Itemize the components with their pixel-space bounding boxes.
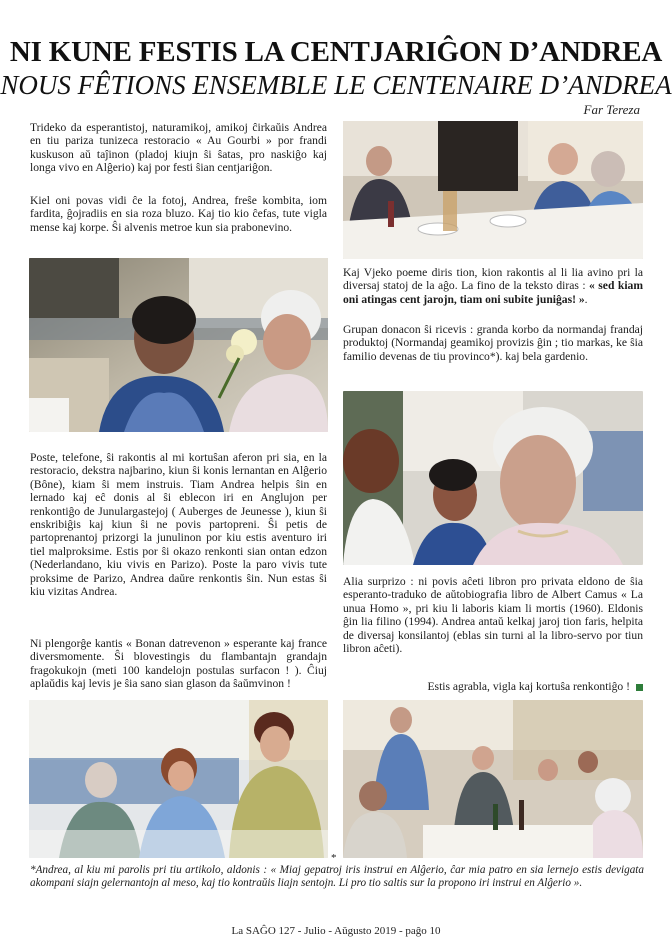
paragraph-book: Alia surprizo : ni povis aĉeti libron pro privata eldono de ŝia esperanto-traduko de aŭtobiografia libro de Albert Camus « La unua Homo », pri kiu li laboris kiam li mortis (1960). Eldonis ĝin lia filino (1994). Andrea antaŭ kelkaj jaroj tion faris, helpita de diversaj konsilantoj (eblas sin turni al la libro-servo por tiun libron aĉeti). [343, 575, 643, 656]
table-guests-photo [343, 121, 643, 259]
paragraph-appearance: Kiel oni povas vidi ĉe la fotoj, Andrea, freŝe kombita, iom fardita, ĝojradiis en sia roza bluzo. Kaj tio kio ĉefas, tute vigla mense kaj korpe. Ŝi alvenis metroe kun sia prabonevino. [30, 194, 327, 234]
paragraph-gift: Grupan donacon ŝi ricevis : granda korbo da normandaj frandaj produktoj (Normandaj geamikoj provizis ĝin ; tio markas, ke ŝia familio devenas de tiu provinco*). kaj bela gardenio. [343, 323, 643, 363]
footnote-text: *Andrea, al kiu mi parolis pri tiu artikolo, aldonis : « Miaj gepatroj iris instrui en Alĝerio, ĉar mia patro en sia lernejo estis devigata akompani siajn gelernantojn al meso, kaj tio kontraŭis liajn sentojn. Li pro tio saltis sur la propono iri instrui en Alĝerio ». [30, 864, 644, 890]
paragraph-intro: Trideko da esperantistoj, naturamikoj, amikoj ĉirkaŭis Andrea en tiu pariza tunizeca restoracio « Au Gourbi » por frandi kuskuson aŭ taĵinon (pladoj kiujn ŝi ŝatas, pro naskiĝo kaj longa vivo en Alĝerio) kaj por festi ŝian centjariĝon. [30, 121, 327, 175]
poem-end: . [584, 292, 588, 306]
andrea-closeup-photo [343, 391, 643, 565]
paragraph-closing [370, 680, 643, 693]
andrea-with-rose-photo [29, 258, 328, 432]
paragraph-story: Poste, telefone, ŝi rakontis al mi kortuŝan aferon pri sia, en la restoracio, dekstra najbarino, kiun ŝi konis lernantan en Alĝerio (Bône), kiam ŝi mem instruis. Tiam Andrea helpis ŝin en lernado kaj eĉ donis al ŝi eblecon iri en Anglujon per renkontiĝo de Junulargastejoj ( Auberges de Jeunesse ), kiun ŝi enskribiĝis kaj kiun ŝi ne povis partopreni. Ŝi petis de partoprenantoj prizorgi la junulinon por kiu estis aventuro iri tiel malproksime. Estis por ŝi okazo renkonti sian ontan edzon (Nederlandano, kiu vivis en Parizo). Poste la paro vivis tute proksime de Parizo, Andrea daŭre renkontis ŝin. Nun estas ŝi kiu vizitas Andrea. [30, 451, 327, 599]
page-footer: La SAĜO 127 - Julio - Aŭgusto 2019 - paĝo 10 [231, 925, 441, 937]
poem-quote: « sed kiam oni atingas cent jarojn, tiam oni subite juniĝas! » [343, 279, 643, 306]
paragraph-poem [343, 266, 643, 306]
footnote-star: * [331, 852, 337, 864]
poem-text: Kaj Vjeko poeme diris tion, kion rakontis al li lia avino pri la diversaj statoj de la aĝo. La fino de la teksto diras : [343, 266, 643, 293]
restaurant-room-photo [343, 700, 643, 858]
page-title: NI KUNE FESTIS LA CENTJARIĜON D’ANDREA [9, 36, 663, 68]
closing-text: Estis agrabla, vigla kaj kortuŝa renkontiĝo ! [427, 680, 630, 693]
page-subtitle: NOUS FÊTIONS ENSEMBLE LE CENTENAIRE D’ANDREA [0, 70, 672, 100]
author-byline: Far Tereza [583, 102, 640, 117]
group-seated-photo [29, 700, 328, 858]
paragraph-singing: Ni plengorĝe kantis « Bonan datrevenon » esperante kaj france diversmomente. Ŝi blovestingis du flambantajn grandajn fragokukojn (meti 100 kandelojn postulas surfacon ! ). Ĉiuj aplaŭdis kaj levis je ŝia sano sian glason da ŝaŭmvinon ! [30, 637, 327, 691]
end-mark-icon [636, 684, 643, 691]
